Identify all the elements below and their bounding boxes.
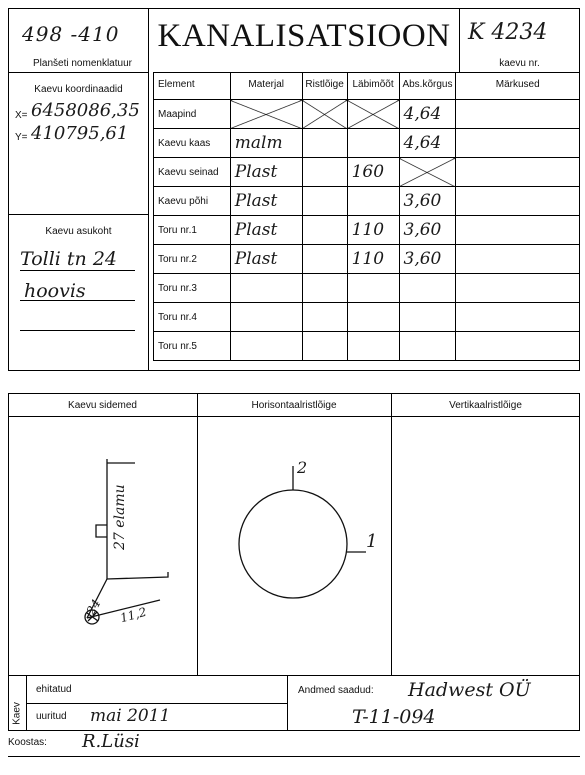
building-label: 27 elamu bbox=[112, 484, 128, 550]
table-row bbox=[154, 129, 580, 158]
material-value: Plast bbox=[234, 162, 278, 182]
height-value: 4,64 bbox=[403, 104, 442, 124]
material-cell bbox=[230, 216, 302, 245]
page-title: KANALISATSIOON bbox=[157, 18, 451, 54]
section-value bbox=[303, 249, 307, 269]
crossed-out-cell bbox=[399, 158, 456, 187]
element-name: Toru nr.5 bbox=[154, 332, 231, 361]
divider bbox=[197, 393, 198, 676]
notes-cell bbox=[456, 100, 580, 129]
data-source-ref: T-11-094 bbox=[352, 706, 436, 728]
location-line bbox=[20, 330, 135, 331]
table-header-cell: Ristlõige bbox=[302, 73, 347, 100]
table-header-cell: Abs.kõrgus bbox=[399, 73, 456, 100]
table-header-cell: Läbimõõt bbox=[347, 73, 399, 100]
divider bbox=[8, 214, 149, 215]
material-value: Plast bbox=[234, 191, 278, 211]
divider bbox=[8, 676, 9, 731]
height-value: 3,60 bbox=[403, 191, 442, 211]
height-value: 4,64 bbox=[403, 133, 442, 153]
divider bbox=[8, 72, 149, 73]
notes-cell bbox=[456, 274, 580, 303]
divider bbox=[287, 676, 288, 731]
notes-value bbox=[456, 336, 460, 356]
divider bbox=[26, 703, 288, 704]
diameter-value bbox=[348, 336, 352, 356]
table-row bbox=[154, 332, 580, 361]
diameter-value: 160 bbox=[351, 162, 385, 182]
divider bbox=[8, 416, 580, 417]
height-value bbox=[400, 278, 404, 298]
height-value bbox=[400, 162, 404, 182]
location-line-2: hoovis bbox=[24, 280, 86, 302]
section-value bbox=[303, 191, 307, 211]
notes-value bbox=[456, 249, 460, 269]
diameter-value bbox=[348, 307, 352, 327]
section-value bbox=[303, 307, 307, 327]
height-value bbox=[400, 336, 404, 356]
material-cell bbox=[230, 129, 302, 158]
diameter-cell bbox=[347, 216, 399, 245]
diameter-cell bbox=[347, 303, 399, 332]
divider bbox=[579, 676, 580, 731]
divider bbox=[148, 8, 149, 72]
coord-x-label: X= bbox=[15, 110, 28, 121]
section-value bbox=[303, 278, 307, 298]
crossed-out-cell bbox=[302, 100, 347, 129]
coord-y-value: 410795,61 bbox=[31, 123, 129, 144]
material-value bbox=[231, 104, 235, 124]
height-cell bbox=[399, 274, 456, 303]
table-row bbox=[154, 158, 580, 187]
coord-y-label: Y= bbox=[15, 132, 28, 143]
diameter-value: 110 bbox=[351, 249, 385, 269]
sketch-col-label: Horisontaalristlõige bbox=[251, 400, 337, 411]
height-value: 3,60 bbox=[403, 220, 442, 240]
notes-cell bbox=[456, 158, 580, 187]
distance-label: 11,2 bbox=[118, 604, 149, 626]
material-cell bbox=[230, 158, 302, 187]
notes-cell bbox=[456, 216, 580, 245]
material-value: Plast bbox=[234, 220, 278, 240]
material-cell bbox=[230, 245, 302, 274]
material-value bbox=[231, 278, 235, 298]
element-name: Toru nr.4 bbox=[154, 303, 231, 332]
divider bbox=[459, 8, 460, 72]
sketch-col-label: Vertikaalristlõige bbox=[449, 400, 522, 411]
element-name: Kaevu põhi bbox=[154, 187, 231, 216]
diameter-value bbox=[348, 278, 352, 298]
height-cell bbox=[399, 187, 456, 216]
pipe-1-label: 1 bbox=[366, 531, 378, 552]
coords-label: Kaevu koordinaadid bbox=[34, 84, 123, 95]
material-value bbox=[231, 307, 235, 327]
material-cell bbox=[230, 303, 302, 332]
nomenclature-label: Planšeti nomenklatuur bbox=[33, 58, 132, 69]
notes-value bbox=[456, 133, 460, 153]
notes-value bbox=[456, 307, 460, 327]
table-header-cell: Element bbox=[154, 73, 231, 100]
crossed-out-cell bbox=[230, 100, 302, 129]
well-number-value: K 4234 bbox=[468, 20, 548, 45]
diameter-value bbox=[348, 104, 352, 124]
material-cell bbox=[230, 187, 302, 216]
table-row bbox=[154, 274, 580, 303]
data-source-label: Andmed saadud: bbox=[298, 685, 374, 696]
section-cell bbox=[302, 274, 347, 303]
element-name: Toru nr.3 bbox=[154, 274, 231, 303]
material-value: malm bbox=[234, 133, 283, 153]
material-cell bbox=[230, 332, 302, 361]
height-value: 3,60 bbox=[403, 249, 442, 269]
built-label: ehitatud bbox=[36, 684, 72, 695]
coord-x-value: 6458086,35 bbox=[31, 100, 140, 121]
diameter-value bbox=[348, 191, 352, 211]
height-cell bbox=[399, 332, 456, 361]
notes-value bbox=[456, 104, 460, 124]
data-source-value: Hadwest OÜ bbox=[408, 679, 531, 701]
notes-cell bbox=[456, 129, 580, 158]
divider bbox=[148, 72, 149, 371]
table-header-cell: Materjal bbox=[230, 73, 302, 100]
notes-value bbox=[456, 191, 460, 211]
element-name: Toru nr.2 bbox=[154, 245, 231, 274]
well-connection-number: 24 bbox=[83, 596, 104, 618]
diameter-value bbox=[348, 133, 352, 153]
location-label: Kaevu asukoht bbox=[45, 226, 112, 237]
height-value bbox=[400, 307, 404, 327]
notes-cell bbox=[456, 332, 580, 361]
height-cell bbox=[399, 245, 456, 274]
notes-cell bbox=[456, 303, 580, 332]
material-cell bbox=[230, 274, 302, 303]
section-cell bbox=[302, 158, 347, 187]
section-cell bbox=[302, 187, 347, 216]
height-cell bbox=[399, 100, 456, 129]
element-name: Kaevu kaas bbox=[154, 129, 231, 158]
height-cell bbox=[399, 303, 456, 332]
table-row bbox=[154, 245, 580, 274]
table-row bbox=[154, 100, 580, 129]
diameter-cell bbox=[347, 245, 399, 274]
section-value bbox=[303, 104, 307, 124]
section-cell bbox=[302, 216, 347, 245]
crossed-out-cell bbox=[347, 100, 399, 129]
author-label: Koostas: bbox=[8, 737, 47, 748]
notes-value bbox=[456, 162, 460, 182]
material-value: Plast bbox=[234, 249, 278, 269]
nomenclature-value: 498 -410 bbox=[22, 22, 120, 46]
well-elements-table bbox=[153, 72, 580, 361]
pipe-2-label: 2 bbox=[297, 458, 308, 477]
section-value bbox=[303, 336, 307, 356]
notes-value bbox=[456, 278, 460, 298]
section-cell bbox=[302, 129, 347, 158]
kaev-label: Kaev bbox=[11, 702, 23, 725]
location-line bbox=[20, 270, 135, 271]
material-value bbox=[231, 336, 235, 356]
diameter-cell bbox=[347, 158, 399, 187]
section-value bbox=[303, 162, 307, 182]
diameter-cell bbox=[347, 274, 399, 303]
height-cell bbox=[399, 129, 456, 158]
notes-cell bbox=[456, 245, 580, 274]
section-cell bbox=[302, 332, 347, 361]
notes-cell bbox=[456, 187, 580, 216]
divider bbox=[8, 756, 580, 757]
section-value bbox=[303, 133, 307, 153]
location-line-1: Tolli tn 24 bbox=[20, 248, 117, 270]
element-name: Kaevu seinad bbox=[154, 158, 231, 187]
diameter-cell bbox=[347, 332, 399, 361]
sketch-col-label: Kaevu sidemed bbox=[68, 400, 137, 411]
author-value: R.Lüsi bbox=[82, 731, 140, 752]
element-name: Toru nr.1 bbox=[154, 216, 231, 245]
divider bbox=[391, 393, 392, 676]
notes-value bbox=[456, 220, 460, 240]
element-name: Maapind bbox=[154, 100, 231, 129]
well-number-label: kaevu nr. bbox=[499, 58, 540, 69]
diameter-value: 110 bbox=[351, 220, 385, 240]
surveyed-label: uuritud bbox=[36, 711, 67, 722]
table-header-cell: Märkused bbox=[456, 73, 580, 100]
table-row bbox=[154, 216, 580, 245]
section-value bbox=[303, 220, 307, 240]
height-cell bbox=[399, 216, 456, 245]
table-row bbox=[154, 187, 580, 216]
surveyed-value: mai 2011 bbox=[90, 706, 171, 726]
diameter-cell bbox=[347, 187, 399, 216]
section-cell bbox=[302, 303, 347, 332]
diameter-cell bbox=[347, 129, 399, 158]
table-row bbox=[154, 303, 580, 332]
section-cell bbox=[302, 245, 347, 274]
